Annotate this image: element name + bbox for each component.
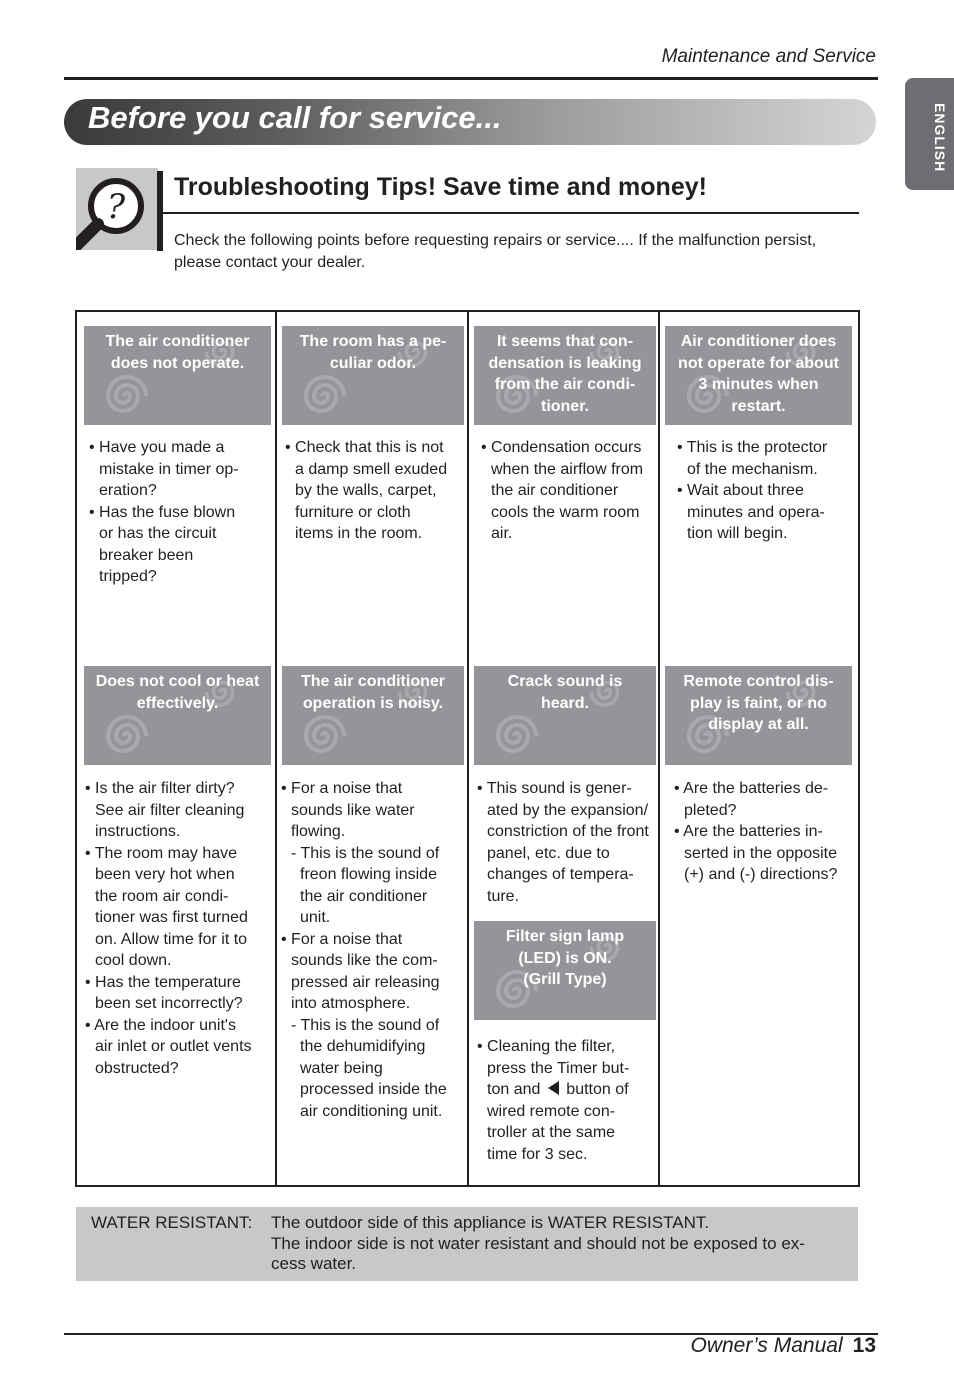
body-line: • Condensation occurs xyxy=(481,439,642,456)
body-line: • Is the air filter dirty? xyxy=(85,780,235,797)
intro-line: Check the following points before requesting repairs or service.... If the malfunction persist, xyxy=(174,232,817,249)
water-line: The outdoor side of this appliance is WATER RESISTANT. xyxy=(271,1213,710,1232)
header-line: The room has a pe- xyxy=(299,333,447,350)
body-line xyxy=(477,1079,657,1101)
swirl-icon xyxy=(494,713,540,759)
symptom-header xyxy=(282,326,464,425)
body-line: sounds like the com- xyxy=(291,952,438,969)
body-line: the air conditioner xyxy=(300,887,428,905)
cell-body xyxy=(481,437,657,545)
body-line: serted in the opposite xyxy=(684,844,837,862)
water-resistant-note xyxy=(76,1207,858,1281)
cell-body xyxy=(477,778,657,907)
body-line: of the mechanism. xyxy=(687,460,818,478)
cell-body xyxy=(674,778,855,886)
header-line: restart. xyxy=(731,397,786,415)
body-line: • Are the indoor unit's xyxy=(85,1016,236,1034)
symptom-header xyxy=(282,666,464,765)
body-line: • Have you made a xyxy=(89,439,225,456)
body-line: freon flowing inside xyxy=(300,866,437,883)
body-line: - This is the sound of xyxy=(291,844,440,862)
section-label: Maintenance and Service xyxy=(661,46,876,67)
body-line: ated by the expansion/ xyxy=(487,801,649,819)
symptom-header xyxy=(665,666,852,765)
body-line: changes of tempera- xyxy=(487,866,634,883)
header-line: Air conditioner does xyxy=(680,333,837,350)
body-line: air inlet or outlet vents xyxy=(95,1038,252,1055)
cell-body xyxy=(677,437,855,545)
body-line: tion will begin. xyxy=(687,525,788,542)
left-triangle-icon xyxy=(548,1081,559,1095)
water-line: cess water. xyxy=(271,1254,357,1273)
body-line: time for 3 sec. xyxy=(487,1145,588,1163)
column-divider xyxy=(467,312,469,1185)
body-line: eration? xyxy=(99,482,157,499)
symptom-header xyxy=(84,666,271,765)
body-line: cool down. xyxy=(95,952,172,969)
page-title: Before you call for service... xyxy=(88,100,502,135)
body-line: ture. xyxy=(487,887,520,905)
water-text xyxy=(271,1213,846,1275)
header-line: Does not cool or heat xyxy=(95,673,260,690)
header-line: densation is leaking xyxy=(488,354,642,372)
body-line: panel, etc. due to xyxy=(487,844,610,862)
body-line: wired remote con- xyxy=(487,1102,616,1120)
body-line: air. xyxy=(491,525,513,542)
body-line: minutes and opera- xyxy=(687,503,825,521)
body-line: (+) and (-) directions? xyxy=(684,866,838,883)
title-banner xyxy=(64,99,876,145)
body-line: See air filter cleaning xyxy=(95,801,245,819)
header-line: does not operate. xyxy=(110,354,245,372)
heading-bar xyxy=(157,171,163,251)
header-line: display at all. xyxy=(708,716,809,733)
cell-body xyxy=(285,437,465,545)
body-line: processed inside the xyxy=(300,1081,447,1098)
body-line: items in the room. xyxy=(295,525,423,542)
cell-body xyxy=(281,778,465,1122)
body-line: been set incorrectly? xyxy=(95,995,243,1012)
intro-text xyxy=(174,230,864,274)
header-line: Remote control dis- xyxy=(683,673,834,690)
magnifier-question-icon xyxy=(76,168,158,250)
header-line: (Grill Type) xyxy=(523,971,607,988)
footer-manual: Owner’s Manual xyxy=(690,1334,843,1357)
symptom-header xyxy=(665,326,852,425)
body-line: - This is the sound of xyxy=(291,1016,440,1034)
body-line: • Are the batteries in- xyxy=(674,823,823,840)
body-line: by the walls, carpet, xyxy=(295,482,437,499)
header-line: Crack sound is xyxy=(507,673,623,690)
cell-body xyxy=(477,1036,657,1165)
body-line: furniture or cloth xyxy=(295,503,411,521)
body-line: unit. xyxy=(300,909,331,926)
header-line: The air conditioner xyxy=(300,673,445,690)
body-line: air conditioning unit. xyxy=(300,1102,443,1120)
tips-title: Troubleshooting Tips! Save time and money! xyxy=(174,173,707,201)
body-line: tripped? xyxy=(99,568,157,585)
body-line: obstructed? xyxy=(95,1059,179,1077)
body-line: pleted? xyxy=(684,801,737,819)
body-line: • For a noise that xyxy=(281,780,403,797)
cell-body xyxy=(89,437,273,588)
body-line: into atmosphere. xyxy=(291,995,411,1012)
header-line: from the air condi- xyxy=(494,376,636,393)
symptom-header xyxy=(474,666,656,765)
header-line: The air conditioner xyxy=(105,333,250,350)
body-line: • Are the batteries de- xyxy=(674,780,829,797)
water-label: WATER RESISTANT: xyxy=(91,1213,253,1232)
body-line: • This is the protector xyxy=(677,439,828,456)
svg-text:?: ? xyxy=(106,187,126,227)
column-divider xyxy=(658,312,660,1185)
body-line: troller at the same xyxy=(487,1124,616,1141)
body-fragment: ton and xyxy=(487,1081,541,1098)
water-line: The indoor side is not water resistant and should not be exposed to ex- xyxy=(271,1233,805,1253)
header-line: (LED) is ON. xyxy=(518,949,612,967)
header-line: effectively. xyxy=(136,694,219,712)
body-line: or has the circuit xyxy=(99,525,217,542)
body-line: • This sound is gener- xyxy=(477,780,632,797)
top-divider xyxy=(64,77,878,80)
body-line: • For a noise that xyxy=(281,930,403,948)
symptom-header xyxy=(474,921,656,1020)
body-line: flowing. xyxy=(291,823,346,840)
header-line: It seems that con- xyxy=(496,333,634,350)
body-line: • The room may have xyxy=(85,844,238,862)
body-line: sounds like water xyxy=(291,801,415,819)
body-line: the air conditioner xyxy=(491,482,619,499)
body-line: cools the warm room xyxy=(491,503,640,521)
body-line: tioner was first turned xyxy=(95,909,248,926)
intro-line: please contact your dealer. xyxy=(174,254,366,271)
symptom-header xyxy=(474,326,656,425)
body-line: the room air condi- xyxy=(95,887,229,905)
body-line: on. Allow time for it to xyxy=(95,930,248,948)
body-line: a damp smell exuded xyxy=(295,460,448,478)
swirl-icon xyxy=(302,713,348,759)
body-line: mistake in timer op- xyxy=(99,460,239,478)
column-divider xyxy=(275,312,277,1185)
symptom-header xyxy=(84,326,271,425)
language-tab xyxy=(905,78,954,190)
header-line: Filter sign lamp xyxy=(505,928,625,945)
body-fragment: button of xyxy=(566,1081,629,1098)
header-line: operation is noisy. xyxy=(302,694,444,712)
body-line: press the Timer but- xyxy=(487,1059,630,1077)
body-line: been very hot when xyxy=(95,866,235,883)
body-line: water being xyxy=(300,1059,383,1077)
body-line: when the airflow from xyxy=(491,460,644,478)
body-line: • Check that this is not xyxy=(285,439,444,456)
swirl-icon xyxy=(104,373,150,419)
tips-divider xyxy=(163,212,859,214)
page-number: 13 xyxy=(852,1334,876,1357)
header-line: culiar odor. xyxy=(329,354,417,372)
header-line: play is faint, or no xyxy=(690,694,827,712)
body-line: constriction of the front xyxy=(487,823,649,840)
body-line: • Has the fuse blown xyxy=(89,503,236,521)
body-line: the dehumidifying xyxy=(300,1038,426,1055)
language-tab-label: ENGLISH xyxy=(932,103,948,173)
body-line: instructions. xyxy=(95,823,181,840)
body-line: • Cleaning the filter, xyxy=(477,1038,616,1055)
swirl-icon xyxy=(104,713,150,759)
header-line: heard. xyxy=(540,694,589,712)
cell-body xyxy=(85,778,273,1079)
body-line: pressed air releasing xyxy=(291,973,440,991)
header-line: tioner. xyxy=(540,397,589,415)
body-line: • Wait about three xyxy=(677,482,804,499)
body-line: breaker been xyxy=(99,546,194,564)
header-line: 3 minutes when xyxy=(698,376,819,393)
body-line: • Has the temperature xyxy=(85,973,241,991)
footer xyxy=(560,1334,876,1358)
swirl-icon xyxy=(302,373,348,419)
header-line: not operate for about xyxy=(678,354,839,372)
